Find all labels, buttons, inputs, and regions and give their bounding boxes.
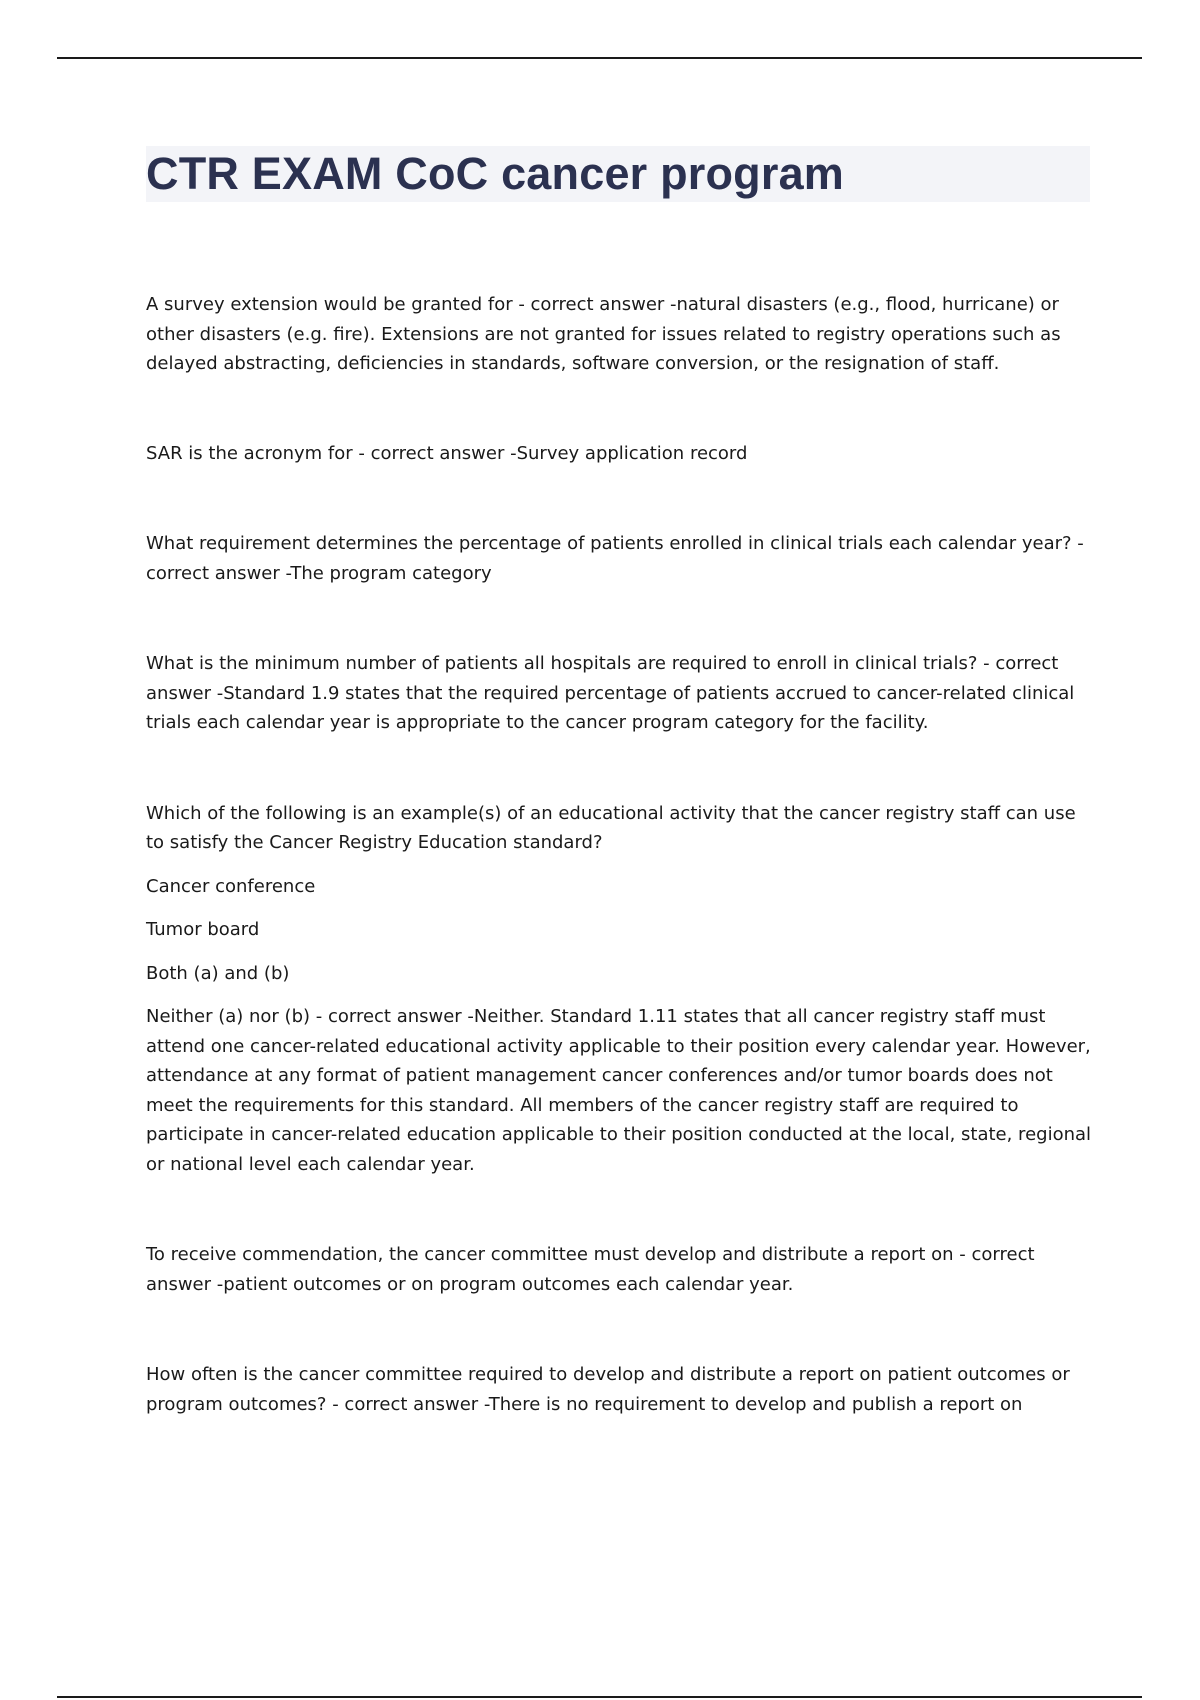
qa-option: Tumor board [146, 919, 260, 940]
qa-text: What requirement determines the percentage of patients enrolled in clinical trials each calendar year? - correct answer -The program category [146, 533, 1084, 584]
qa-text: How often is the cancer committee required to develop and distribute a report on patient outcomes or program outcomes? - correct answer -There is no requirement to develop and publish a report on [146, 1364, 1070, 1415]
qa-item [146, 290, 1096, 379]
qa-question: Which of the following is an example(s) of an educational activity that the cancer registry staff can use to satisfy the Cancer Registry Education standard? [146, 802, 1076, 853]
qa-text: To receive commendation, the cancer committee must develop and distribute a report on - correct answer -patient outcomes or on program outcomes each calendar year. [146, 1244, 1035, 1295]
qa-text: What is the minimum number of patients all hospitals are required to enroll in clinical trials? - correct answer -Standard 1.9 states that the required percentage of patients accrued to cancer-related clinical trials each calendar year is appropriate to the cancer program category for the facility. [146, 653, 1075, 733]
qa-answer: Neither (a) nor (b) - correct answer -Neither. Standard 1.11 states that all cancer registry staff must attend one cancer-related educational activity applicable to their position every calendar year. However, attendance at any format of patient management cancer conferences and/or tumor boards does not meet the requirements for this standard. All members of the cancer registry staff are required to participate in cancer-related education applicable to their position conducted at the local, state, regional or national level each calendar year. [146, 1006, 1092, 1175]
document-body [146, 290, 1096, 1419]
footer-rule [57, 1696, 1142, 1698]
qa-text: A survey extension would be granted for - correct answer -natural disasters (e.g., flood, hurricane) or other disasters (e.g. fire). Extensions are not granted for issues related to registry operations such as delayed abstracting, deficiencies in standards, software conversion, or the resignation of staff. [146, 294, 1061, 374]
page-title: CTR EXAM CoC cancer program [146, 148, 845, 199]
qa-item [146, 1360, 1096, 1419]
qa-option: Both (a) and (b) [146, 962, 290, 984]
qa-item [146, 529, 1096, 588]
qa-item [146, 649, 1096, 738]
qa-option: Cancer conference [146, 875, 316, 897]
qa-text: SAR is the acronym for - correct answer -Survey application record [146, 442, 748, 464]
title-banner [146, 146, 1090, 202]
qa-item [146, 1240, 1096, 1299]
qa-item [146, 439, 1096, 469]
header-rule [57, 57, 1142, 59]
qa-item-multiple-choice [146, 799, 1096, 1180]
